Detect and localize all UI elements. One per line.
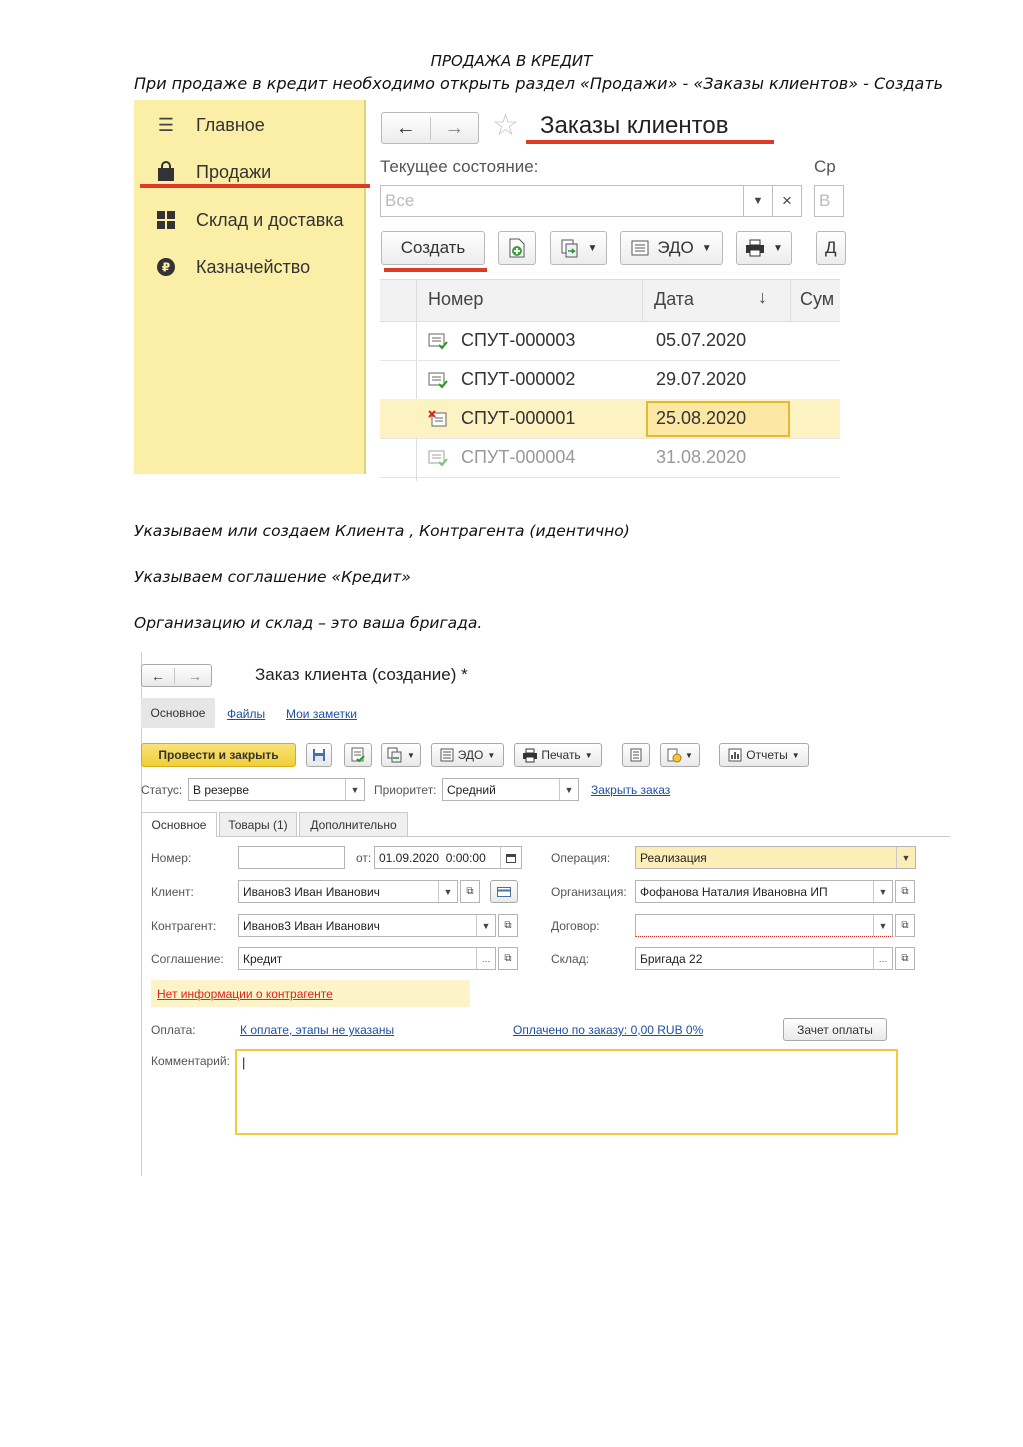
bag-icon	[156, 162, 176, 182]
tab-additional[interactable]: Дополнительно	[299, 812, 408, 836]
tabs-baseline	[141, 836, 950, 837]
sidebar-item-main[interactable]	[156, 110, 265, 140]
order-date: 05.07.2020	[656, 330, 747, 350]
operation-select[interactable]	[635, 846, 916, 869]
reports-button[interactable]	[719, 743, 809, 767]
tab-goods[interactable]: Товары (1)	[219, 812, 297, 836]
chevron-down-icon: ▼	[791, 750, 800, 760]
open-warehouse-icon[interactable]: ⧉	[895, 947, 915, 970]
edo-icon	[440, 748, 454, 762]
filter-placeholder: Все	[385, 191, 415, 210]
order-date: 31.08.2020	[656, 447, 747, 467]
chevron-down-icon: ▼	[587, 242, 598, 254]
back-arrow-icon[interactable]: ←	[382, 117, 431, 140]
save-button[interactable]	[306, 743, 332, 767]
paragraph-organization: Организацию и склад – это ваша бригада.	[134, 614, 483, 632]
date-from-label: от:	[356, 851, 372, 865]
contractor-label: Контрагент:	[151, 919, 217, 933]
sidebar-item-label: Главное	[196, 114, 265, 135]
priority-select[interactable]	[442, 778, 579, 801]
post-button[interactable]	[344, 743, 372, 767]
sidebar-item-warehouse[interactable]	[156, 205, 344, 235]
chevron-down-icon: ▼	[559, 779, 578, 800]
paragraph-agreement: Указываем соглашение «Кредит»	[134, 568, 411, 586]
chevron-down-icon: ▼	[873, 881, 892, 902]
order-date: 25.08.2020	[656, 408, 747, 428]
ellipsis-icon[interactable]: …	[873, 948, 892, 969]
order-date: 29.07.2020	[656, 369, 747, 389]
create-copy-button[interactable]	[498, 231, 536, 265]
client-value: Иванов3 Иван Иванович	[243, 884, 380, 899]
ruble-icon	[156, 257, 176, 277]
status-label: Статус:	[141, 783, 183, 797]
warning-link[interactable]: Нет информации о контрагенте	[157, 987, 333, 1001]
deleted-document-icon	[428, 399, 448, 438]
table-row-selected[interactable]	[380, 399, 840, 439]
status-filter-input[interactable]	[380, 185, 744, 217]
structure-button[interactable]	[622, 743, 650, 767]
chevron-down-icon: ▼	[701, 242, 712, 254]
organization-label: Организация:	[551, 885, 627, 899]
chevron-down-icon: ▼	[438, 881, 457, 902]
screenshot-orders-list	[134, 100, 837, 474]
chevron-down-icon: ▼	[584, 750, 593, 760]
column-sum[interactable]: Сум	[800, 289, 835, 309]
column-date[interactable]: Дата	[654, 289, 694, 309]
date-input[interactable]	[374, 846, 522, 869]
close-order-link[interactable]: Закрыть заказ	[591, 783, 671, 797]
grid-icon	[156, 210, 176, 230]
chevron-down-icon: ▼	[896, 847, 915, 868]
warning-box	[151, 980, 470, 1007]
edo-label: ЭДО	[657, 238, 694, 257]
number-input[interactable]	[238, 846, 345, 869]
screenshot-order-form	[134, 652, 950, 1176]
table-row[interactable]	[380, 438, 840, 478]
intro-paragraph: При продаже в кредит необходимо открыть раздел «Продажи» - «Заказы клиентов» - Создать	[134, 74, 944, 93]
card-icon	[497, 887, 511, 897]
red-underline-sales	[140, 184, 370, 188]
operation-value: Реализация	[640, 850, 707, 865]
warehouse-label: Склад:	[551, 952, 590, 966]
column-divider	[790, 280, 791, 321]
post-document-icon	[350, 747, 366, 763]
agreement-value: Кредит	[243, 951, 283, 966]
client-card-button[interactable]	[490, 880, 518, 903]
payment-stages-link[interactable]: К оплате, этапы не указаны	[240, 1023, 395, 1037]
number-label: Номер:	[151, 851, 192, 865]
status-value: В резерве	[193, 782, 250, 797]
document-title: ПРОДАЖА В КРЕДИТ	[430, 52, 593, 70]
create-based-on-button[interactable]	[381, 743, 421, 767]
tab-main[interactable]: Основное	[141, 812, 217, 837]
client-input[interactable]	[238, 880, 458, 903]
order-number: СПУТ-000003	[461, 330, 576, 350]
sidebar-item-label: Казначейство	[196, 256, 311, 277]
attachments-button[interactable]	[660, 743, 700, 767]
svg-text:₽: ₽	[161, 260, 171, 275]
warehouse-input[interactable]	[635, 947, 893, 970]
red-underline-title	[526, 140, 774, 144]
print-button[interactable]	[514, 743, 602, 767]
status-select[interactable]	[188, 778, 365, 801]
chevron-down-icon: ▼	[476, 915, 495, 936]
organization-value: Фофанова Наталия Ивановна ИП	[640, 884, 828, 899]
chevron-down-icon: ▼	[407, 750, 415, 760]
history-nav	[141, 664, 212, 687]
open-contractor-icon[interactable]: ⧉	[498, 914, 518, 937]
open-client-icon[interactable]: ⧉	[460, 880, 480, 903]
posted-document-icon	[428, 360, 448, 399]
print-label: Печать	[541, 748, 581, 762]
sidebar-item-label: Продажи	[196, 161, 272, 182]
forward-arrow-icon[interactable]: →	[444, 116, 465, 139]
payment-label: Оплата:	[151, 1023, 196, 1037]
page-title: Заказы клиентов	[540, 112, 729, 139]
create-based-on-button[interactable]	[550, 231, 607, 265]
column-divider	[642, 280, 643, 321]
red-underline-create	[384, 268, 487, 272]
printer-icon	[523, 749, 537, 762]
agreement-label: Соглашение:	[151, 952, 224, 966]
client-label: Клиент:	[151, 885, 194, 899]
open-contract-icon[interactable]: ⧉	[895, 914, 915, 937]
chevron-down-icon: ▼	[773, 242, 783, 254]
paid-by-order-link[interactable]: Оплачено по заказу: 0,00 RUB 0%	[513, 1023, 704, 1037]
sort-down-arrow-icon[interactable]: ↓	[758, 287, 767, 307]
organization-input[interactable]	[635, 880, 893, 903]
calendar-icon[interactable]	[500, 847, 521, 868]
order-number: СПУТ-000001	[461, 408, 576, 428]
posted-document-icon	[428, 321, 448, 360]
contractor-input[interactable]	[238, 914, 496, 937]
cut-button[interactable]: Д	[816, 231, 846, 265]
sidebar-item-sales[interactable]	[156, 157, 271, 187]
nav-tab-main[interactable]: Основное	[141, 698, 215, 728]
contractor-value: Иванов3 Иван Иванович	[243, 918, 380, 933]
paragraph-client: Указываем или создаем Клиента , Контрагента (идентично)	[134, 522, 630, 540]
back-arrow-icon[interactable]: ←	[142, 668, 175, 684]
reports-icon	[728, 748, 742, 762]
save-icon	[312, 748, 326, 762]
table-row[interactable]	[380, 321, 840, 361]
add-document-icon	[508, 238, 526, 258]
operation-label: Операция:	[551, 851, 611, 865]
clock-document-icon	[667, 748, 681, 763]
filter-input-cut[interactable]	[814, 185, 844, 217]
ellipsis-icon[interactable]: …	[476, 948, 495, 969]
nav-tab-files[interactable]: Файлы	[227, 707, 266, 721]
chevron-down-icon: ▼	[685, 750, 693, 760]
contract-input[interactable]	[635, 914, 893, 937]
agreement-input[interactable]	[238, 947, 496, 970]
contract-label: Договор:	[551, 919, 600, 933]
sections-sidebar	[134, 100, 366, 474]
printer-icon	[745, 239, 765, 257]
edo-icon	[631, 239, 649, 257]
post-and-close-button[interactable]: Провести и закрыть	[141, 743, 296, 767]
column-number[interactable]: Номер	[428, 289, 484, 309]
table-row[interactable]	[380, 360, 840, 400]
edo-button[interactable]	[431, 743, 504, 767]
table-header	[380, 279, 840, 322]
chevron-down-icon: ▼	[873, 915, 892, 936]
open-organization-icon[interactable]: ⧉	[895, 880, 915, 903]
sidebar-item-treasury[interactable]	[156, 252, 310, 282]
comment-label: Комментарий:	[151, 1054, 230, 1068]
header-icon-column	[380, 280, 417, 321]
dropdown-arrow-icon[interactable]: ▼	[743, 185, 773, 217]
payment-offset-button[interactable]: Зачет оплаты	[783, 1018, 887, 1041]
priority-value: Средний	[447, 782, 496, 797]
date-value: 01.09.2020 0:00:00	[379, 850, 486, 865]
menu-icon: ☰	[157, 114, 175, 135]
form-left-border	[141, 652, 142, 1176]
posted-document-icon	[428, 438, 448, 477]
filter-label: Текущее состояние:	[380, 157, 539, 176]
open-agreement-icon[interactable]: ⧉	[498, 947, 518, 970]
warehouse-value: Бригада 22	[640, 951, 703, 966]
chevron-down-icon: ▼	[487, 750, 496, 760]
reports-label: Отчеты	[746, 748, 788, 762]
order-number: СПУТ-000002	[461, 369, 576, 389]
form-title: Заказ клиента (создание) *	[255, 665, 468, 684]
nav-tab-notes[interactable]: Мои заметки	[286, 707, 357, 721]
favorite-star-icon[interactable]: ☆	[492, 109, 519, 142]
chevron-down-icon: ▼	[345, 779, 364, 800]
documents-green-icon	[387, 747, 403, 763]
edo-button[interactable]	[620, 231, 723, 265]
documents-green-icon	[560, 238, 580, 258]
history-nav	[381, 112, 479, 144]
filter-label-cut: Ср	[814, 157, 836, 176]
list-icon	[630, 748, 642, 762]
text-cursor: |	[242, 1055, 246, 1070]
order-number: СПУТ-000004	[461, 447, 576, 467]
priority-label: Приоритет:	[374, 783, 437, 797]
print-button[interactable]	[736, 231, 792, 265]
create-button[interactable]: Создать	[381, 231, 485, 265]
clear-icon[interactable]: ×	[772, 185, 802, 217]
comment-textarea[interactable]	[235, 1049, 898, 1135]
sidebar-item-label: Склад и доставка	[196, 209, 344, 230]
forward-arrow-icon[interactable]: →	[188, 667, 202, 684]
filter-placeholder-cut: В	[819, 191, 831, 210]
edo-label: ЭДО	[457, 748, 484, 762]
